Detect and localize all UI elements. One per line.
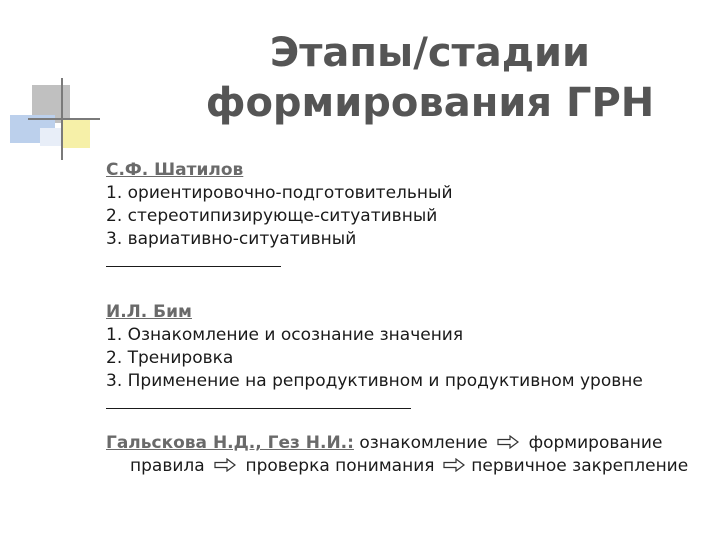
list-item: 1. Ознакомление и осознание значения	[106, 325, 464, 345]
slide-title	[150, 28, 710, 128]
list-item: 2. стереотипизирующе-ситуативный	[106, 206, 438, 226]
decorative-blocks	[0, 0, 110, 170]
arrow-right-icon	[497, 435, 519, 449]
title-line-1: Этапы/стадии	[269, 30, 591, 76]
author-shatilov: С.Ф. Шатилов	[106, 160, 244, 180]
deco-horizontal-line	[28, 118, 100, 120]
list-item: 1. ориентировочно-подготовительный	[106, 183, 453, 203]
galskova-line-1	[106, 432, 706, 455]
list-item: 2. Тренировка	[106, 348, 234, 368]
deco-square-yellow	[62, 118, 90, 148]
step-acquaintance: ознакомление	[359, 433, 488, 453]
step-formation-cont: правила	[130, 456, 205, 476]
list-item: 3. вариативно-ситуативный	[106, 229, 357, 249]
galskova-line-2	[106, 455, 706, 478]
list-item: 3. Применение на репродуктивном и продуктивном уровне	[106, 371, 643, 391]
deco-square-light	[40, 128, 62, 146]
step-check-understanding: проверка понимания	[245, 456, 435, 476]
author-bim: И.Л. Бим	[106, 302, 192, 322]
title-line-2: формирования ГРН	[205, 80, 655, 126]
author-galskova-gez: Гальскова Н.Д., Гез Н.И.:	[106, 433, 354, 453]
step-formation: формирование	[528, 433, 663, 453]
slide-body	[106, 159, 706, 478]
step-primary-consolidation: первичное закрепление	[471, 456, 689, 476]
arrow-right-icon	[443, 458, 465, 472]
arrow-right-icon	[214, 458, 236, 472]
